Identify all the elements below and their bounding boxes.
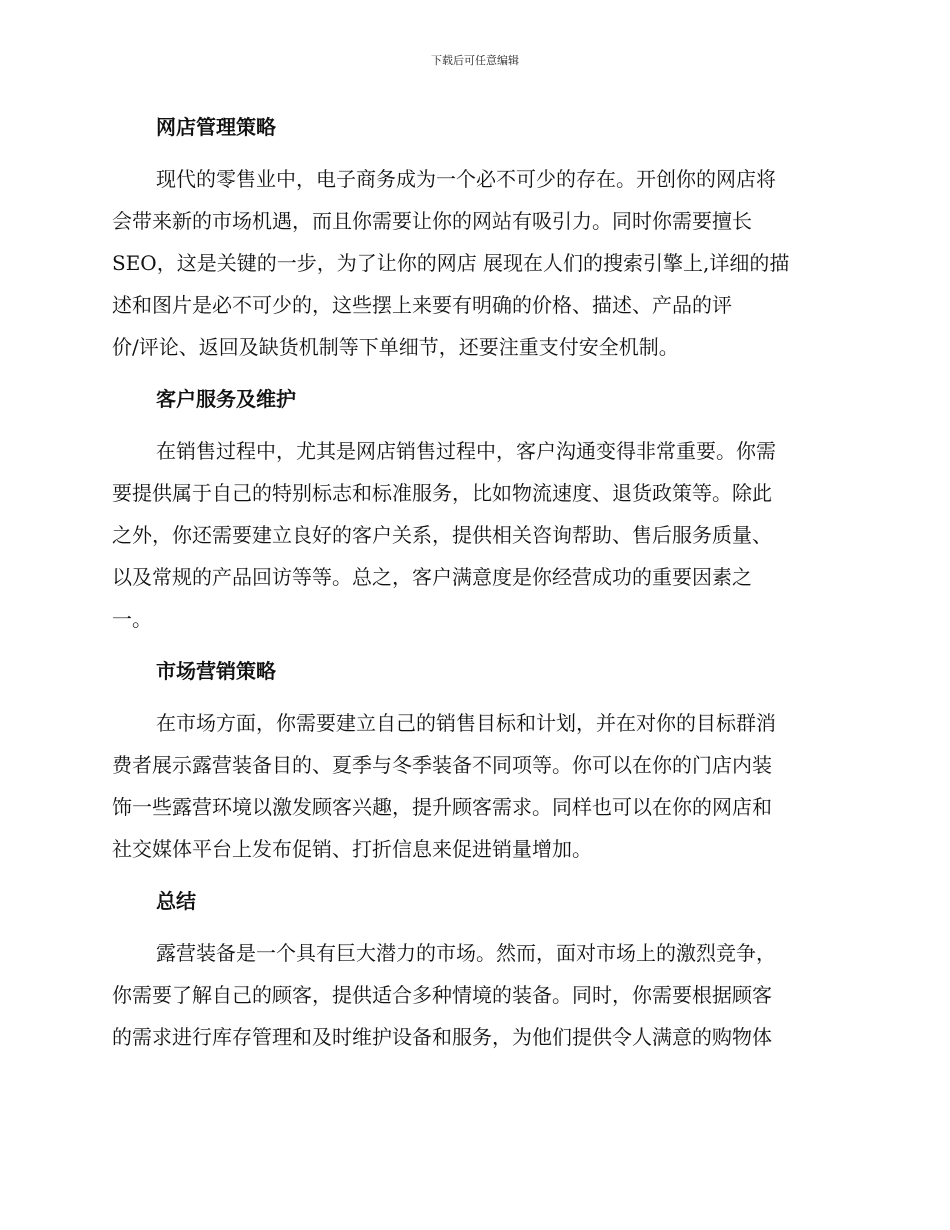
header-note: 下载后可任意编辑	[431, 54, 519, 67]
paragraph-line: 露营装备是一个具有巨大潜力的市场。然而，面对市场上的激烈竞争，	[156, 941, 776, 965]
section-heading: 网店管理策略	[156, 115, 276, 139]
paragraph-line: 在市场方面，你需要建立自己的销售目标和计划，并在对你的目标群消	[156, 711, 776, 735]
paragraph-line: 在销售过程中，尤其是网店销售过程中，客户沟通变得非常重要。你需	[156, 439, 776, 463]
section-online-store	[112, 108, 840, 368]
paragraph-line: 会带来新的市场机遇，而且你需要让你的网站有吸引力。同时你需要擅长	[112, 209, 752, 233]
paragraph	[112, 702, 840, 870]
paragraph-line: 你需要了解自己的顾客，提供适合多种情境的装备。同时，你需要根据顾客	[112, 983, 772, 1007]
section-heading: 客户服务及维护	[156, 387, 296, 411]
section-marketing	[112, 652, 840, 870]
paragraph-line: 之外，你还需要建立良好的客户关系，提供相关咨询帮助、售后服务质量、	[112, 523, 772, 547]
paragraph-line: 现代的零售业中，电子商务成为一个必不可少的存在。开创你的网店将	[156, 167, 776, 191]
paragraph-line: 述和图片是必不可少的，这些摆上来要有明确的价格、描述、产品的评	[112, 293, 732, 317]
section-summary	[112, 882, 840, 1058]
paragraph-line: 费者展示露营装备目的、夏季与冬季装备不同项等。你可以在你的门店内装	[112, 753, 772, 777]
section-heading: 市场营销策略	[156, 659, 276, 683]
document-body	[112, 108, 840, 1070]
paragraph-line: 一。	[112, 607, 152, 631]
paragraph-line: 社交媒体平台上发布促销、打折信息来促进销量增加。	[112, 837, 592, 861]
paragraph-line: 的需求进行库存管理和及时维护设备和服务，为他们提供令人满意的购物体	[112, 1025, 772, 1049]
paragraph-line: 饰一些露营环境以激发顾客兴趣，提升顾客需求。同样也可以在你的网店和	[112, 795, 772, 819]
paragraph-line: 以及常规的产品回访等等。总之，客户满意度是你经营成功的重要因素之	[112, 565, 752, 589]
section-customer-service	[112, 380, 840, 640]
paragraph-line: 价/评论、返回及缺货机制等下单细节，还要注重支付安全机制。	[112, 335, 679, 359]
paragraph	[112, 158, 840, 368]
paragraph	[112, 430, 840, 640]
section-heading: 总结	[156, 889, 196, 913]
paragraph	[112, 932, 840, 1058]
paragraph-line: SEO，这是关键的一步，为了让你的网店 展现在人们的搜索引擎上,详细的描	[112, 251, 790, 275]
paragraph-line: 要提供属于自己的特别标志和标准服务，比如物流速度、退货政策等。除此	[112, 481, 772, 505]
